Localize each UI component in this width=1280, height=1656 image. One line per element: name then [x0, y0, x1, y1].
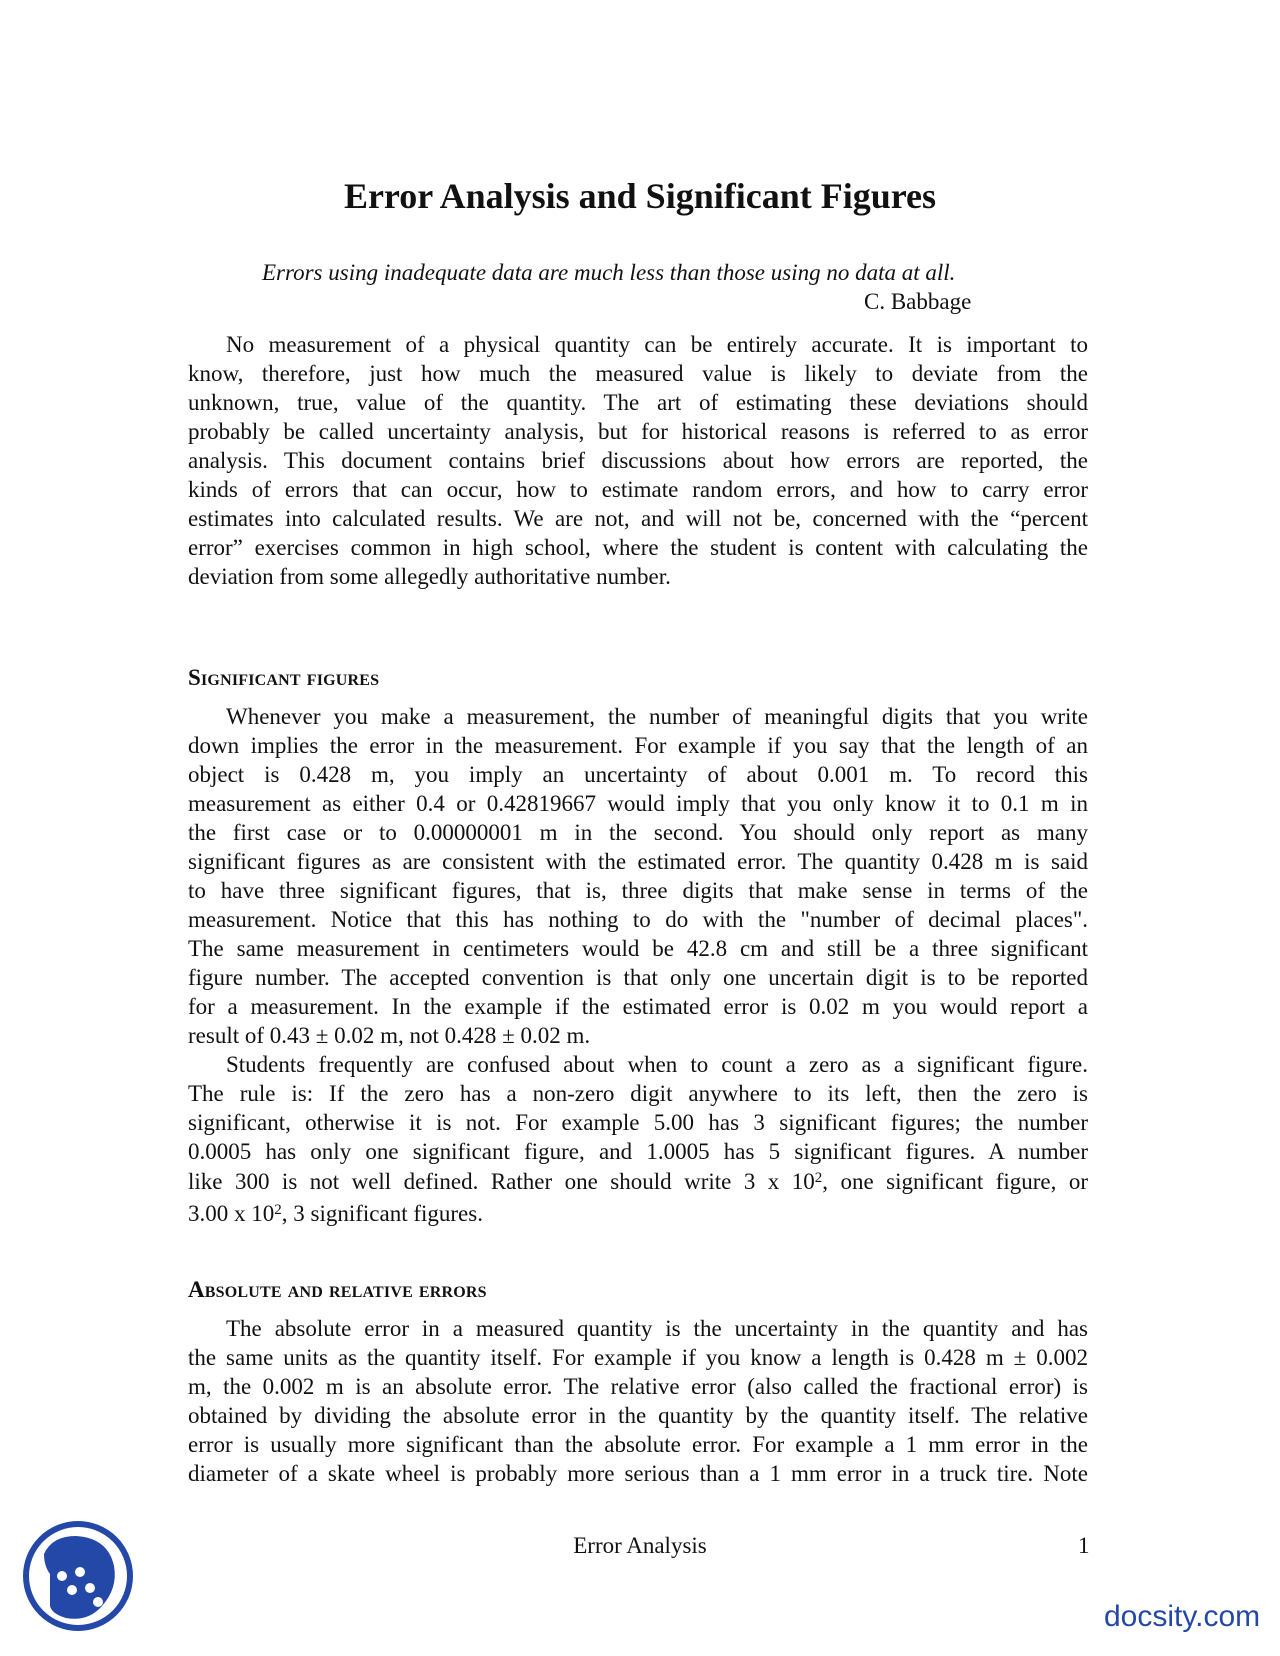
paragraph-line: error” exercises common in high school, where the student is content with calculating the [188, 535, 1088, 560]
paragraph-line: m, the 0.002 m is an absolute error. The relative error (also called the fractional error) is [188, 1374, 1088, 1399]
footer-running-title: Error Analysis [573, 1533, 707, 1558]
paragraph-line: significant, otherwise it is not. For example 5.00 has 3 significant figures; the number [188, 1110, 1088, 1135]
paragraph-line: diameter of a skate wheel is probably more serious than a 1 mm error in a truck tire. Note [188, 1461, 1088, 1486]
epigraph-quote: Errors using inadequate data are much less than those using no data at all. [262, 260, 956, 285]
paragraph-line [188, 1198, 1088, 1230]
section-heading-significant-figures: Significant figures [188, 665, 380, 690]
paragraph-line: The rule is: If the zero has a non-zero digit anywhere to its left, then the zero is [188, 1081, 1088, 1106]
paragraph-line: for a measurement. In the example if the estimated error is 0.02 m you would report a [188, 994, 1088, 1019]
paragraph-line: measurement as either 0.4 or 0.42819667 would imply that you only know it to 0.1 m in [188, 791, 1088, 816]
paragraph-line: error is usually more significant than the absolute error. For example a 1 mm error in the [188, 1432, 1088, 1457]
exponent: 2 [814, 1170, 823, 1186]
intro-paragraph [188, 330, 1088, 591]
paragraph-line: estimates into calculated results. We are not, and will not be, concerned with the “percent [188, 506, 1088, 531]
line-text: like 300 is not well defined. Rather one should write 3 x 10 [188, 1169, 815, 1194]
paragraph-line: unknown, true, value of the quantity. The art of estimating these deviations should [188, 390, 1088, 415]
paragraph-line: measurement. Notice that this has nothing to do with the "number of decimal places". [188, 907, 1088, 932]
page-number: 1 [1078, 1533, 1090, 1558]
docsity-logo-svg [22, 1514, 134, 1638]
line-text: 3.00 x 10 [188, 1201, 275, 1226]
epigraph-author: C. Babbage [864, 289, 972, 314]
paragraph-line [188, 1166, 1088, 1198]
absolute-relative-paragraph-1 [188, 1314, 1088, 1488]
paragraph-line: obtained by dividing the absolute error in the quantity by the quantity itself. The relative [188, 1403, 1088, 1428]
paragraph-line: analysis. This document contains brief discussions about how errors are reported, the [188, 448, 1088, 473]
paragraph-line: 0.0005 has only one significant figure, and 1.0005 has 5 significant figures. A number [188, 1139, 1088, 1164]
paragraph-line: kinds of errors that can occur, how to estimate random errors, and how to carry error [188, 477, 1088, 502]
document-title: Error Analysis and Significant Figures [343, 176, 937, 216]
docsity-watermark-link[interactable]: docsity.com [1104, 1600, 1261, 1633]
paragraph-line: Students frequently are confused about when to count a zero as a significant figure. [226, 1052, 1088, 1077]
exponent: 2 [274, 1202, 282, 1218]
paragraph-line: the same units as the quantity itself. For example if you know a length is 0.428 m ± 0.002 [188, 1345, 1088, 1370]
paragraph-line: figure number. The accepted convention is that only one uncertain digit is to be reported [188, 965, 1088, 990]
paragraph-line: down implies the error in the measurement. For example if you say that the length of an [188, 733, 1088, 758]
significant-figures-paragraph-1 [188, 702, 1088, 1050]
paragraph-line: know, therefore, just how much the measured value is likely to deviate from the [188, 361, 1088, 386]
paragraph-line: significant figures as are consistent with the estimated error. The quantity 0.428 m is said [188, 849, 1088, 874]
paragraph-line: Whenever you make a measurement, the number of meaningful digits that you write [226, 704, 1088, 729]
significant-figures-paragraph-2 [188, 1050, 1088, 1230]
docsity-logo-icon[interactable] [22, 1514, 134, 1638]
paragraph-line: The same measurement in centimeters would be 42.8 cm and still be a three significant [188, 936, 1088, 961]
line-text: , one significant figure, or [822, 1169, 1089, 1194]
paragraph-line: No measurement of a physical quantity can be entirely accurate. It is important to [226, 332, 1088, 357]
paragraph-line: to have three significant figures, that is, three digits that make sense in terms of the [188, 878, 1088, 903]
paragraph-line: the first case or to 0.00000001 m in the second. You should only report as many [188, 820, 1088, 845]
line-text: , 3 significant figures. [281, 1201, 483, 1226]
paragraph-line: deviation from some allegedly authoritative number. [188, 564, 671, 589]
paragraph-line: result of 0.43 ± 0.02 m, not 0.428 ± 0.02 m. [188, 1023, 591, 1048]
paragraph-line: probably be called uncertainty analysis, but for historical reasons is referred to as error [188, 419, 1088, 444]
paragraph-line: The absolute error in a measured quantity is the uncertainty in the quantity and has [226, 1316, 1088, 1341]
section-heading-absolute-relative-errors: Absolute and relative errors [188, 1277, 487, 1302]
paragraph-line: object is 0.428 m, you imply an uncertainty of about 0.001 m. To record this [188, 762, 1088, 787]
